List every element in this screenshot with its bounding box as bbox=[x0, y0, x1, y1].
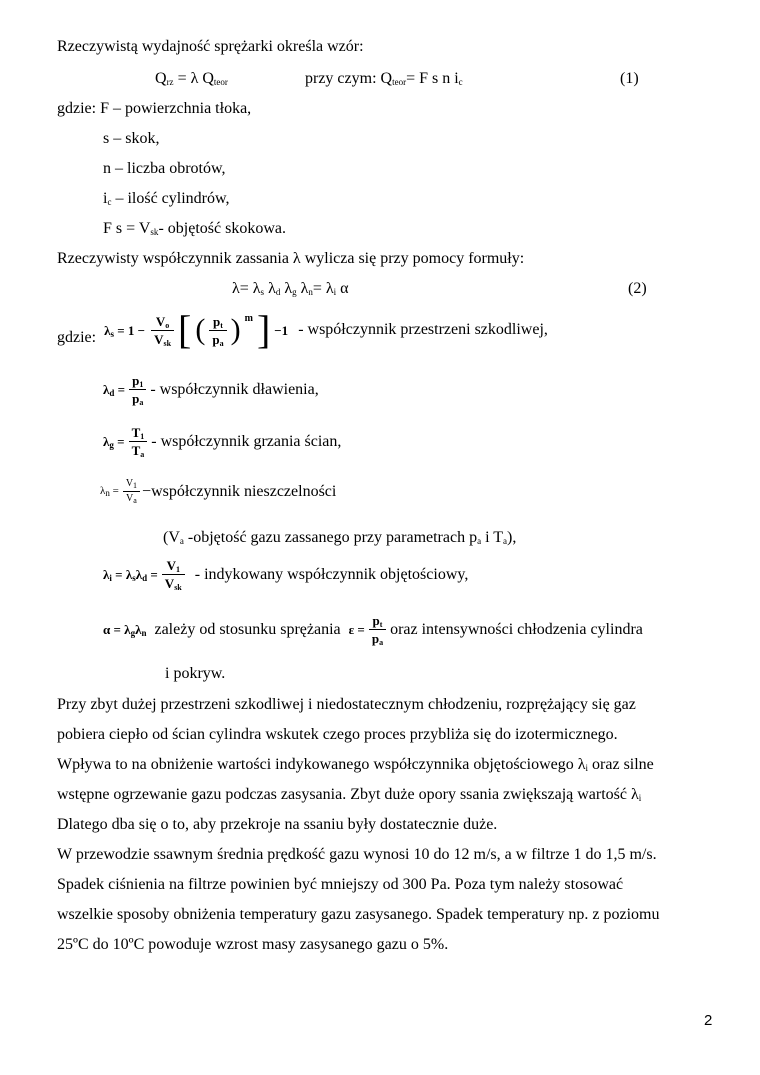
eq1-lhs: Q bbox=[155, 70, 167, 87]
paragraph-line-3 bbox=[57, 757, 654, 773]
where-item-1 bbox=[57, 101, 251, 117]
eq2-lambda: λ= λ bbox=[232, 280, 261, 297]
epsilon-symbol: ε = bbox=[348, 622, 365, 637]
formula-lambda-n bbox=[100, 479, 336, 504]
alpha-symbol: $\alpha = \lambda_g\lambda_n$ bbox=[103, 622, 147, 638]
fraction-pt-pa: $\frac{p_t}{p_a}$ bbox=[209, 315, 226, 346]
formula-gdzie: gdzie: bbox=[57, 329, 97, 346]
right-paren: ) bbox=[230, 313, 241, 346]
eq2-d: d bbox=[275, 287, 281, 297]
paragraph-line-3-sub: i bbox=[585, 763, 589, 773]
eq2-s: s bbox=[260, 287, 265, 297]
paragraph-line-3-tail: oraz silne bbox=[588, 756, 654, 773]
lambda-g-symbol: $\lambda_g$ = bbox=[103, 434, 125, 450]
formula-4-desc: współczynnik nieszczelności bbox=[151, 482, 337, 500]
left-bracket: [ bbox=[178, 307, 192, 352]
formula-2-desc: - współczynnik dławienia, bbox=[150, 380, 319, 398]
paragraph-line-4 bbox=[57, 787, 641, 803]
intro-text: Rzeczywistą wydajność sprężarki określa wzór: bbox=[57, 38, 364, 55]
formula-4-note bbox=[163, 530, 516, 546]
f4-note-d: ), bbox=[507, 529, 517, 546]
formula-lambda-g bbox=[103, 426, 341, 457]
fraction-v0-vsk: $\frac{V_o}{V_{sk}}$ bbox=[151, 315, 174, 346]
paragraph-line-1: Przy zbyt dużej przestrzeni szkodliwej i niedostatecznym chłodzeniu, rozprężający się gaz bbox=[57, 696, 636, 713]
where-item-4 bbox=[103, 191, 230, 207]
lambda-d-symbol: $\lambda_d$ = bbox=[103, 382, 126, 398]
lambda-s-symbol: $\lambda_s = 1$ − bbox=[104, 322, 146, 339]
formula-3-desc: - współczynnik grzania ścian, bbox=[151, 432, 342, 450]
lambda-intro: Rzeczywisty współczynnik zassania λ wylicza się przy pomocy formuły: bbox=[57, 250, 525, 267]
minus-one: −1 bbox=[274, 322, 289, 338]
formula-6-desc-a: zależy od stosunku sprężania bbox=[154, 620, 341, 638]
eq1-mid-sub: teor bbox=[213, 77, 228, 87]
equation-2-number: (2) bbox=[628, 280, 647, 297]
paragraph-line-3-text: Wpływa to na obniżenie wartości indykowanego współczynnika objętościowego λ bbox=[57, 756, 586, 773]
eq1-cond-sub: teor bbox=[392, 77, 407, 87]
eq2-alpha: α bbox=[340, 280, 349, 297]
fraction-p1-pa: $\frac{p_1}{p_a}$ bbox=[129, 374, 146, 405]
f4-note-a-sub: a bbox=[179, 536, 184, 546]
lambda-n-symbol: $\lambda_n$ = bbox=[100, 485, 119, 498]
fraction-pt-pa-2: $\frac{p_t}{p_a}$ bbox=[369, 614, 386, 645]
paragraph-line-4-text: wstępne ogrzewanie gazu podczas zasysania. Zbyt duże opory ssania zwiększają wartość λ bbox=[57, 786, 639, 803]
paragraph-line-6: W przewodzie ssawnym średnia prędkość gazu wynosi 10 do 12 m/s, a w filtrze 1 do 1,5 m/s. bbox=[57, 846, 657, 863]
fraction-v1-vsk: $\frac{V_1}{V_{sk}}$ bbox=[162, 559, 185, 590]
formula-lambda-i bbox=[103, 559, 468, 590]
where-item-5-rest: - objętość skokowa. bbox=[158, 220, 286, 237]
f4-note-b: -objętość gazu zassanego przy parametrach p bbox=[183, 529, 478, 546]
paragraph-line-4-sub: i bbox=[638, 793, 642, 803]
where-item-4-rest: – ilość cylindrów, bbox=[111, 190, 230, 207]
eq1-cond-label: przy czym: Q bbox=[305, 70, 393, 87]
eq2-i: i bbox=[333, 287, 337, 297]
formula-alpha bbox=[103, 614, 643, 645]
formula-1-desc: - współczynnik przestrzeni szkodliwej, bbox=[298, 321, 548, 338]
eq1-cond-rest-sub: c bbox=[458, 77, 463, 87]
equation-1-condition bbox=[305, 71, 463, 87]
eq2-g: g bbox=[292, 287, 297, 297]
formula-5-desc: - indykowany współczynnik objętościowy, bbox=[194, 565, 469, 583]
formula-6-cont: i pokryw. bbox=[165, 665, 226, 682]
paragraph-line-7: Spadek ciśnienia na filtrze powinien być mniejszy od 300 Pa. Poza tym należy stosować bbox=[57, 876, 624, 893]
fraction-v1-va: $\frac{V_1}{V_a}$ bbox=[123, 479, 140, 504]
formula-6-desc-b: oraz intensywności chłodzenia cylindra bbox=[390, 620, 643, 638]
eq1-cond-rest: = F s n i bbox=[406, 70, 459, 87]
left-paren: ( bbox=[195, 313, 206, 346]
formula-lambda-d bbox=[103, 374, 319, 405]
where-item-5-sub: sk bbox=[150, 227, 159, 237]
where-item-5 bbox=[103, 221, 286, 237]
f4-note-b-sub: a bbox=[477, 536, 482, 546]
page-number: 2 bbox=[704, 1012, 713, 1029]
paragraph-line-9: 25ºC do 10ºC powoduje wzrost masy zasysanego gazu o 5%. bbox=[57, 936, 449, 953]
f4-note-a: (V bbox=[163, 529, 180, 546]
fraction-t1-ta: $\frac{T_1}{T_a}$ bbox=[129, 426, 148, 457]
equation-1 bbox=[155, 71, 228, 87]
lambda-i-symbol: $\lambda_i = \lambda_s\lambda_d$ = bbox=[103, 567, 158, 583]
equation-2: $\lambda= \lambda_s$ $\lambda_d$ $\lambda_g$ $\lambda_n= \lambda_i$ α bbox=[232, 280, 349, 297]
equation-1-number: (1) bbox=[620, 70, 639, 87]
where-item-3: n – liczba obrotów, bbox=[103, 160, 226, 177]
paragraph-line-5: Dlatego dba się o to, aby przekroje na ssaniu były dostatecznie duże. bbox=[57, 816, 498, 833]
f4-note-c: i T bbox=[481, 529, 504, 546]
eq1-lhs-sub: rz bbox=[166, 77, 174, 87]
minus-dash: − bbox=[142, 482, 152, 500]
right-bracket: ] bbox=[256, 307, 271, 352]
exponent-m: m bbox=[244, 313, 253, 324]
where-item-5-main: F s = V bbox=[103, 220, 151, 237]
eq1-mid: = λ Q bbox=[173, 70, 214, 87]
where-item-4-sub: c bbox=[107, 197, 112, 207]
where-prefix: gdzie: bbox=[57, 100, 101, 117]
formula-lambda-s bbox=[57, 307, 548, 360]
where-item-2: s – skok, bbox=[103, 130, 160, 147]
where-item-1-text: F – powierzchnia tłoka, bbox=[100, 100, 252, 117]
f4-note-c-sub: a bbox=[503, 536, 508, 546]
paragraph-line-8: wszelkie sposoby obniżenia temperatury gazu zasysanego. Spadek temperatury np. z poziomu bbox=[57, 906, 660, 923]
eq2-n: n bbox=[308, 287, 313, 297]
where-item-4-main: i bbox=[103, 190, 108, 207]
paragraph-line-2: pobiera ciepło od ścian cylindra wskutek czego proces przybliża się do izotermicznego. bbox=[57, 726, 618, 743]
